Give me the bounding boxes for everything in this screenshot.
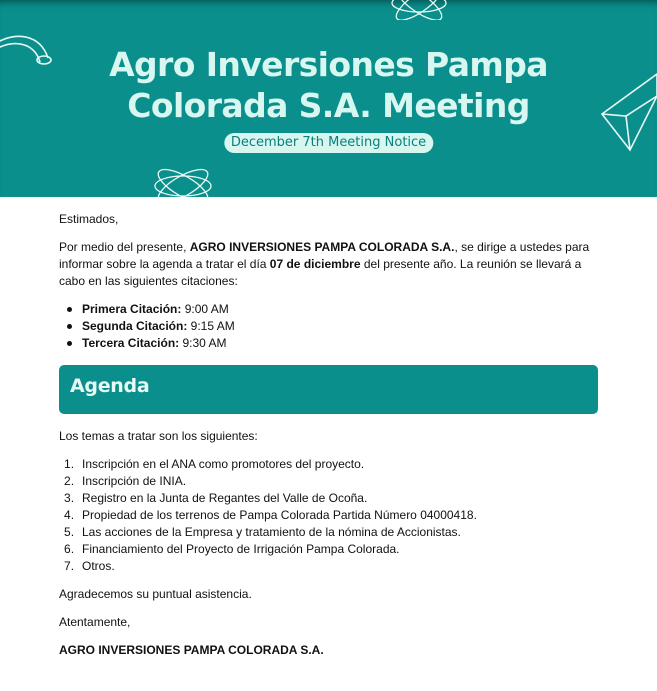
topic-item: Registro en la Junta de Regantes del Valle de Ocoña. [82, 491, 368, 505]
agenda-heading: Agenda [70, 375, 150, 397]
intro-after: del presente año. La reunión se llevará a cabo en las siguientes citaciones: [59, 257, 582, 288]
page-title [0, 44, 657, 126]
citation-time: 9:00 AM [181, 302, 229, 316]
header-banner [0, 0, 657, 197]
atom-decoration-icon [150, 164, 216, 197]
citation-time: 9:15 AM [187, 319, 235, 333]
intro-middle: , se dirige a ustedes para informar sobre la agenda a tratar el día [59, 240, 590, 271]
topics-intro: Los temas a tratar son los siguientes: [59, 429, 258, 443]
topic-item: Inscripción de INIA. [82, 474, 187, 488]
signature-company: AGRO INVERSIONES PAMPA COLORADA S.A. [59, 643, 324, 657]
title-line-1: Agro Inversiones Pampa [109, 45, 548, 84]
citation-item [82, 335, 598, 352]
topic-list [59, 456, 598, 575]
topic-item: Inscripción en el ANA como promotores del proyecto. [82, 457, 365, 471]
citation-label: Segunda Citación: [82, 319, 188, 333]
citation-item [82, 318, 598, 335]
citation-label: Tercera Citación: [82, 336, 180, 350]
citation-label: Primera Citación: [82, 302, 182, 316]
intro-date: 07 de diciembre [269, 257, 361, 271]
atom-decoration-icon [388, 0, 450, 20]
agenda-section-header [59, 365, 598, 414]
title-line-2: Colorada S.A. Meeting [127, 86, 530, 125]
thanks-text: Agradecemos su puntual asistencia. [59, 587, 252, 601]
intro-paragraph [59, 239, 598, 290]
topic-item: Financiamiento del Proyecto de Irrigación Pampa Colorada. [82, 542, 400, 556]
greeting: Estimados, [59, 212, 119, 226]
closing-text: Atentamente, [59, 615, 131, 629]
intro-company: AGRO INVERSIONES PAMPA COLORADA S.A. [189, 240, 455, 254]
topic-item: Las acciones de la Empresa y tratamiento de la nómina de Accionistas. [82, 525, 461, 539]
citation-time: 9:30 AM [179, 336, 227, 350]
intro-before: Por medio del presente, [59, 240, 190, 254]
topic-item: Propiedad de los terrenos de Pampa Colorada Partida Número 04000418. [82, 508, 477, 522]
signature [59, 642, 598, 659]
meeting-notice-badge: December 7th Meeting Notice [224, 133, 433, 153]
citation-list [59, 301, 598, 352]
topic-item: Otros. [82, 559, 115, 573]
letter-body [0, 197, 657, 659]
citation-item [82, 301, 598, 318]
